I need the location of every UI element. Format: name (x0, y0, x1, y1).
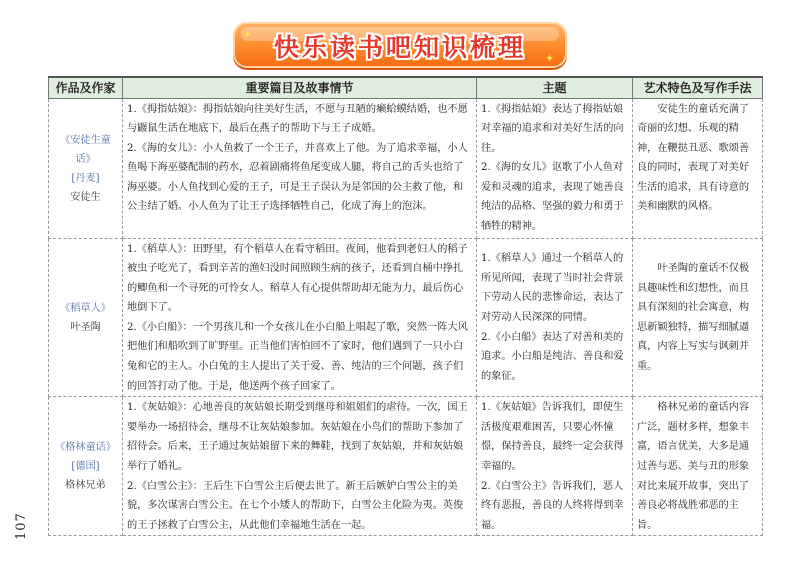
theme-item: 1.《稻草人》通过一个稻草人的所见所闻，表现了当时社会背景下劳动人民的悲惨命运，表达了对劳动人民深深的同情。 (481, 253, 624, 324)
theme-cell (477, 397, 633, 536)
work-author: 叶圣陶 (70, 321, 101, 333)
work-title: 《稻草人》 (60, 302, 111, 314)
work-title: 《格林童话》 (54, 442, 117, 454)
art-text: 叶圣陶的童话不仅极具趣味性和幻想性，而且具有深刻的社会寓意，构思新颖独特，描写细腻逼真，内容上写实与讽刺并重。 (637, 263, 750, 373)
work-title: 《安徒生童话》 (60, 134, 111, 165)
theme-item: 2.《小白船》表达了对善和美的追求。小白船是纯洁、善良和爱的象征。 (481, 331, 624, 382)
page-number: 107 (14, 512, 29, 540)
header-art: 艺术特色及写作手法 (633, 77, 763, 98)
star-icon: ✦ (243, 28, 253, 41)
plot-cell (123, 98, 477, 238)
work-country: [丹麦] (71, 172, 100, 184)
table-row (49, 98, 763, 238)
theme-item: 2.《海的女儿》讴歌了小人鱼对爱和灵魂的追求，表现了她善良纯洁的品格、坚强的毅力和勇于牺牲的精神。 (481, 162, 624, 233)
theme-item: 1.《灰姑娘》告诉我们，即使生活极度艰难困苦，只要心怀憧憬，保持善良，最终一定会获得幸福的。 (481, 402, 624, 473)
work-author: 格林兄弟 (65, 480, 106, 492)
title-banner (233, 22, 567, 68)
table-row (49, 397, 763, 536)
table-row (49, 238, 763, 397)
work-author: 安徒生 (70, 191, 101, 203)
art-text: 安徒生的童话充满了奇丽的幻想、乐观的精神，在鞭挞丑恶、歌颂善良的同时，表现了对美好生活的追求，具有诗意的美和幽默的风格。 (637, 103, 750, 213)
page-title: 快乐读书吧知识梳理 (273, 33, 526, 62)
work-author-cell (49, 238, 123, 397)
plot-item: 1.《稻草人》：田野里，有个稻草人在看守稻田。夜间，他看到老妇人的稻子被虫子吃光了，看到辛苦的渔妇没时间照顾生病的孩子，还看到自桶中挣扎的鲫鱼和一个寻死的可怜女人。稻草人有心提供帮助却无能为力，最后伤心地倒下了。 (127, 243, 468, 314)
theme-cell (477, 98, 633, 238)
theme-cell (477, 238, 633, 397)
plot-item: 2.《海的女儿》：小人鱼救了一个王子，并喜欢上了他。为了追求幸福，小人鱼喝下海巫婆配制的药水，忍着剧痛将鱼尾变成人腿，将自己的舌头也给了海巫婆。小人鱼找到心爱的王子，可是王子误认为是邻国的公主救了他，和公主结了婚。小人鱼为了让王子选择牺牲自己，化成了海上的泡沫。 (127, 142, 468, 213)
plot-item: 2.《小白船》：一个男孩儿和一个女孩儿在小白船上唱起了歌，突然一阵大风把他们和船吹到了旷野里。正当他们害怕回不了家时，他们遇到了一只小白兔和它的主人。小白兔的主人提出了关于爱、善、纯洁的三个问题，孩子们的回答打动了他。于是，他送两个孩子回家了。 (127, 321, 468, 392)
header-work: 作品及作家 (49, 77, 123, 98)
theme-item: 2.《白雪公主》告诉我们，恶人终有恶报，善良的人终将得到幸福。 (481, 480, 624, 531)
art-cell (633, 98, 763, 238)
plot-item: 1.《拇指姑娘》：拇指姑娘向往美好生活，不愿与丑陋的癞蛤蟆结婚，也不愿与鼹鼠生活在地底下，最后在燕子的帮助下与王子成婚。 (127, 103, 468, 135)
plot-cell (123, 238, 477, 397)
star-icon: ✦ (545, 52, 555, 65)
knowledge-table (48, 76, 763, 536)
plot-item: 1.《灰姑娘》：心地善良的灰姑娘长期受到继母和姐姐们的虐待。一次，国王要举办一场招待会，继母不让灰姑娘参加。灰姑娘在小鸟们的帮助下参加了招待会。后来，王子通过灰姑娘留下来的舞鞋，找到了灰姑娘，并和灰姑娘举行了婚礼。 (127, 402, 468, 473)
plot-item: 2.《白雪公主》：王后生下白雪公主后便去世了。新王后嫉妒白雪公主的美貌，多次谋害白雪公主。在七个小矮人的帮助下，白雪公主化险为夷。英俊的王子拯救了白雪公主，从此他们幸福地生活在一起。 (127, 480, 464, 531)
plot-cell (123, 397, 477, 536)
theme-item: 1.《拇指姑娘》表达了拇指姑娘对幸福的追求和对美好生活的向往。 (481, 103, 624, 154)
art-cell (633, 397, 763, 536)
art-cell (633, 238, 763, 397)
work-author-cell (49, 397, 123, 536)
header-plot: 重要篇目及故事情节 (123, 77, 477, 98)
table-header-row (49, 77, 763, 98)
header-theme: 主题 (477, 77, 633, 98)
work-author-cell (49, 98, 123, 238)
work-country: [德国] (71, 461, 100, 473)
art-text: 格林兄弟的童话内容广泛，题材多样，想象丰富，语言优美，大多是通过善与恶、美与丑的形象对比来展开故事，突出了善良必将战胜邪恶的主旨。 (637, 402, 750, 531)
